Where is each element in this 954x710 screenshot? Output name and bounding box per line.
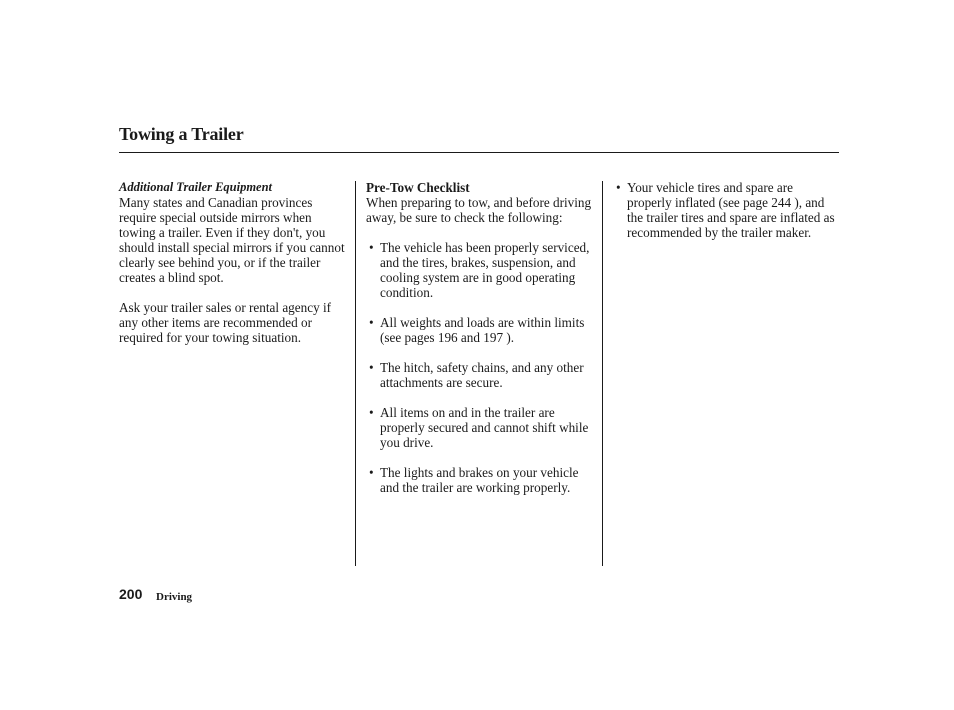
list-item-text: The lights and brakes on your vehicle and the trailer are working properly. [380,465,579,495]
column-additional-equipment [119,180,349,345]
list-item [366,360,594,390]
page-number: 200 [119,586,143,602]
list-item-text: All items on and in the trailer are properly secured and cannot shift while you drive. [380,405,589,450]
page-title: Towing a Trailer [119,124,244,144]
column-divider-1 [355,181,356,566]
section-heading-pre-tow-checklist: Pre-Tow Checklist [366,180,470,195]
list-item [616,180,836,240]
list-item [366,465,594,495]
column-pre-tow-checklist [366,180,594,495]
bullet-icon: • [369,315,374,330]
list-item [366,405,594,450]
checklist-bullets [366,240,594,495]
column-checklist-continued [616,180,836,240]
list-item-text: Your vehicle tires and spare are properly inflated (see page 244 ), and the trailer tires and spare are inflated as recommended by the trailer maker. [627,180,835,240]
bullet-icon: • [616,180,621,195]
paragraph-other-items: Ask your trailer sales or rental agency if any other items are recommended or required for your towing situation. [119,300,332,345]
list-item [366,240,594,300]
checklist-bullets-continued [616,180,836,240]
bullet-icon: • [369,240,374,255]
paragraph-spacer [119,285,349,300]
bullet-icon: • [369,360,374,375]
bullet-icon: • [369,465,374,480]
checklist-intro: When preparing to tow, and before driving away, be sure to check the following: [366,195,592,225]
section-heading-additional-equipment: Additional Trailer Equipment [119,180,273,194]
title-divider [119,152,839,153]
list-item-text: The hitch, safety chains, and any other attachments are secure. [380,360,584,390]
list-item [366,315,594,345]
bullet-icon: • [369,405,374,420]
footer-section-label: Driving [156,591,193,603]
paragraph-mirrors: Many states and Canadian provinces require special outside mirrors when towing a trailer. Even if they don't, you should install special mirrors if you cannot clearly see behind you, or if the trailer creates a blind spot. [119,195,345,285]
list-item-text: The vehicle has been properly serviced, and the tires, brakes, suspension, and cooling system are in good operating condition. [380,240,590,300]
list-item-text: All weights and loads are within limits (see pages 196 and 197 ). [380,315,585,345]
column-divider-2 [602,181,603,566]
